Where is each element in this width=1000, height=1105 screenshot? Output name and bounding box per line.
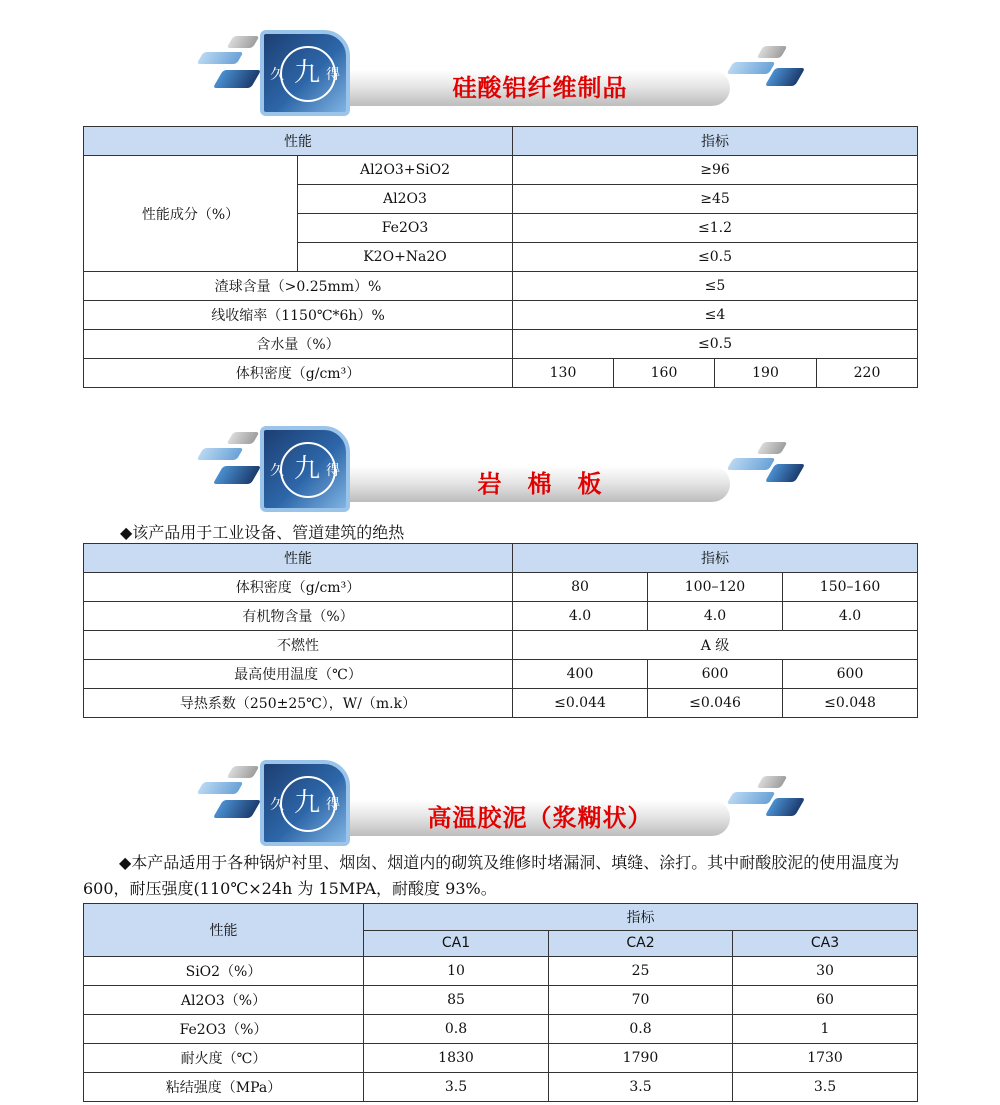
header-spec: 指标 — [513, 127, 918, 156]
cell-name: Al2O3 — [298, 185, 513, 214]
cell-name: 体积密度（g/cm³） — [84, 359, 513, 388]
cell-value: 600 — [783, 660, 918, 689]
cell-value: 220 — [817, 359, 918, 388]
decor-stripe — [197, 782, 244, 794]
header-grade: CA1 — [364, 930, 549, 957]
decor-stripe — [213, 800, 261, 818]
cell-value: 10 — [364, 957, 549, 986]
banner-rock-wool — [190, 424, 810, 514]
mortar-description: ◆本产品适用于各种锅炉衬里、烟囱、烟道内的砌筑及维修时堵漏洞、填缝、涂打。其中耐酸胶泥的使用温度为 600，耐压强度(110℃×24h 为 15MPA，耐酸度 93%。 — [83, 853, 900, 898]
decor-stripe — [197, 448, 244, 460]
logo-char: 得 — [326, 67, 340, 83]
cell-name: 线收缩率（1150℃*6h）% — [84, 301, 513, 330]
cell-name: 最高使用温度（℃） — [84, 660, 513, 689]
aluminum-silicate-table — [83, 126, 918, 388]
cell-value: 1830 — [364, 1044, 549, 1073]
cell-value: ≤0.5 — [513, 330, 918, 359]
composition-label: 性能成分（%） — [84, 156, 298, 272]
header-property: 性能 — [84, 904, 364, 957]
cell-value: ≤5 — [513, 272, 918, 301]
cell-name: SiO2（%） — [84, 957, 364, 986]
table-row — [84, 631, 918, 660]
cell-value: 4.0 — [513, 602, 648, 631]
cell-value: 1730 — [733, 1044, 918, 1073]
rock-wool-table — [83, 543, 918, 718]
table-header-row — [84, 127, 918, 156]
decor-stripe — [197, 52, 244, 64]
cell-value: 70 — [549, 986, 733, 1015]
cell-name: 体积密度（g/cm³） — [84, 573, 513, 602]
decor-stripe — [227, 432, 260, 444]
logo-char: 久 — [270, 463, 284, 479]
cell-name: 耐火度（℃） — [84, 1044, 364, 1073]
cell-value: ≤0.044 — [513, 689, 648, 718]
header-property: 性能 — [84, 544, 513, 573]
decor-stripe — [727, 792, 776, 804]
decor-stripe — [727, 458, 776, 470]
header-grade: CA3 — [733, 930, 918, 957]
cell-value: 4.0 — [783, 602, 918, 631]
cell-value: 60 — [733, 986, 918, 1015]
decor-stripe — [213, 466, 261, 484]
cell-value: A 级 — [513, 631, 918, 660]
cell-name: 不燃性 — [84, 631, 513, 660]
table-row — [84, 1044, 918, 1073]
cell-name: 渣球含量（>0.25mm）% — [84, 272, 513, 301]
section-title: 硅酸铝纤维制品 — [452, 74, 628, 102]
table-row — [84, 272, 918, 301]
logo-char: 久 — [270, 67, 284, 83]
logo-char: 九 — [294, 788, 321, 818]
decor-stripe — [727, 62, 776, 74]
cell-name: 含水量（%） — [84, 330, 513, 359]
cell-name: K2O+Na2O — [298, 243, 513, 272]
cell-value: 3.5 — [733, 1073, 918, 1102]
cell-value: 30 — [733, 957, 918, 986]
cell-value: ≤0.046 — [648, 689, 783, 718]
cell-name: Fe2O3 — [298, 214, 513, 243]
table-row — [84, 301, 918, 330]
cell-value: 0.8 — [364, 1015, 549, 1044]
decor-stripe — [765, 798, 805, 816]
table-header-row — [84, 544, 918, 573]
section-title: 高温胶泥（浆糊状） — [427, 804, 653, 832]
table-row — [84, 359, 918, 388]
table-row — [84, 660, 918, 689]
decor-stripe — [765, 68, 805, 86]
logo-char: 九 — [294, 454, 321, 484]
cell-value: 130 — [513, 359, 614, 388]
decor-stripe — [227, 36, 260, 48]
cell-name: Al2O3（%） — [84, 986, 364, 1015]
banner-aluminum-silicate — [190, 28, 810, 118]
logo-char: 九 — [294, 58, 321, 88]
decor-stripe — [757, 442, 788, 454]
cell-value: 190 — [715, 359, 817, 388]
cell-value: 0.8 — [549, 1015, 733, 1044]
cell-value: 3.5 — [364, 1073, 549, 1102]
table-row — [84, 957, 918, 986]
table-header-row — [84, 904, 918, 931]
header-grade: CA2 — [549, 930, 733, 957]
cell-value: ≥96 — [513, 156, 918, 185]
header-spec: 指标 — [364, 904, 918, 931]
decor-stripe — [213, 70, 261, 88]
decor-stripe — [227, 766, 260, 778]
decor-stripe — [757, 776, 788, 788]
cell-value: 100–120 — [648, 573, 783, 602]
cell-value: 160 — [614, 359, 715, 388]
cell-name: 导热系数（250±25℃），W/（m.k） — [84, 689, 513, 718]
cell-value: 1790 — [549, 1044, 733, 1073]
cell-name: Fe2O3（%） — [84, 1015, 364, 1044]
cell-value: 1 — [733, 1015, 918, 1044]
header-spec: 指标 — [513, 544, 918, 573]
table-row — [84, 986, 918, 1015]
rock-wool-description: ◆该产品用于工业设备、管道建筑的绝热 — [120, 523, 405, 542]
cell-value: 85 — [364, 986, 549, 1015]
cell-value: 80 — [513, 573, 648, 602]
table-row — [84, 1015, 918, 1044]
cell-value: ≤0.5 — [513, 243, 918, 272]
cell-name: Al2O3+SiO2 — [298, 156, 513, 185]
cell-name: 有机物含量（%） — [84, 602, 513, 631]
cell-value: 3.5 — [549, 1073, 733, 1102]
table-row — [84, 1073, 918, 1102]
section-title: 岩 棉 板 — [477, 470, 603, 498]
decor-stripe — [765, 464, 805, 482]
cell-value: ≤1.2 — [513, 214, 918, 243]
cell-value: ≤0.048 — [783, 689, 918, 718]
cell-value: 25 — [549, 957, 733, 986]
logo-char: 久 — [270, 797, 284, 813]
cell-value: ≤4 — [513, 301, 918, 330]
header-property: 性能 — [84, 127, 513, 156]
mortar-table — [83, 903, 918, 1102]
banner-high-temp-mortar — [190, 758, 810, 848]
table-row — [84, 689, 918, 718]
company-logo — [260, 760, 350, 846]
cell-value: 4.0 — [648, 602, 783, 631]
table-row — [84, 330, 918, 359]
logo-char: 得 — [326, 797, 340, 813]
logo-char: 得 — [326, 463, 340, 479]
cell-value: 600 — [648, 660, 783, 689]
table-row — [84, 602, 918, 631]
company-logo — [260, 30, 350, 116]
cell-value: 150–160 — [783, 573, 918, 602]
table-row — [84, 156, 918, 185]
cell-value: ≥45 — [513, 185, 918, 214]
cell-value: 400 — [513, 660, 648, 689]
company-logo — [260, 426, 350, 512]
decor-stripe — [757, 46, 788, 58]
table-row — [84, 573, 918, 602]
cell-name: 粘结强度（MPa） — [84, 1073, 364, 1102]
